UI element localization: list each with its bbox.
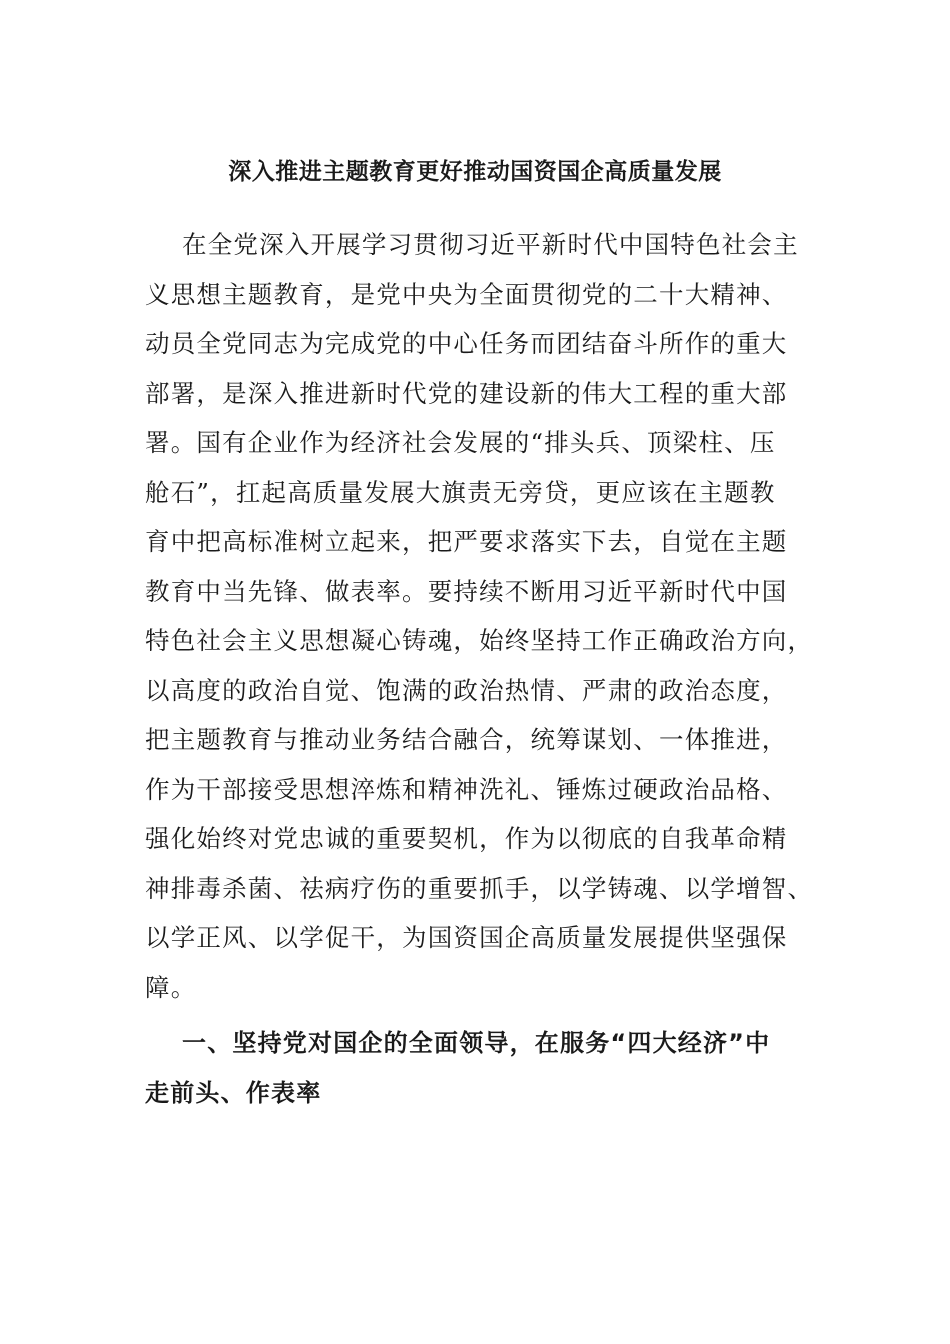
paragraph-line: 特色社会主义思想凝心铸魂，始终坚持工作正确政治方向，: [145, 626, 814, 655]
paragraph-line: 在全党深入开展学习贯彻习近平新时代中国特色社会主: [182, 230, 799, 259]
paragraph-line: 以学正风、以学促干，为国资国企高质量发展提供坚强保: [145, 923, 788, 952]
paragraph-line: 作为干部接受思想淬炼和精神洗礼、锤炼过硬政治品格、: [145, 774, 788, 804]
paragraph-line: 动员全党同志为完成党的中心任务而团结奋斗所作的重大: [145, 329, 788, 358]
paragraph-line: 把主题教育与推动业务结合融合，统筹谋划、一体推进，: [145, 725, 788, 754]
paragraph-line: 义思想主题教育，是党中央为全面贯彻党的二十大精神、: [145, 279, 788, 309]
document-title: 深入推进主题教育更好推动国资国企高质量发展: [228, 159, 722, 185]
paragraph-line: 教育中当先锋、做表率。要持续不断用习近平新时代中国: [145, 576, 788, 606]
body-paragraph: [145, 220, 814, 1012]
section-heading-line: 一、坚持党对国企的全面领导，在服务“四大经济”中: [182, 1029, 771, 1057]
paragraph-line: 育中把高标准树立起来，把严要求落实下去，自觉在主题: [145, 527, 788, 556]
paragraph-line: 以高度的政治自觉、饱满的政治热情、严肃的政治态度，: [145, 675, 788, 705]
paragraph-line: 神排毒杀菌、祛病疗伤的重要抓手，以学铸魂、以学增智、: [145, 873, 814, 903]
paragraph-line: 强化始终对党忠诚的重要契机，作为以彻底的自我革命精: [145, 824, 788, 853]
paragraph-line: 部署，是深入推进新时代党的建设新的伟大工程的重大部: [145, 378, 788, 408]
section-heading-line: 走前头、作表率: [145, 1079, 322, 1107]
paragraph-line: 障。: [145, 972, 197, 1002]
section-heading: [145, 1018, 805, 1118]
paragraph-line: 舱石”，扛起高质量发展大旗责无旁贷，更应该在主题教: [145, 477, 776, 507]
paragraph-line: 署。国有企业作为经济社会发展的“排头兵、顶梁柱、压: [145, 428, 776, 457]
